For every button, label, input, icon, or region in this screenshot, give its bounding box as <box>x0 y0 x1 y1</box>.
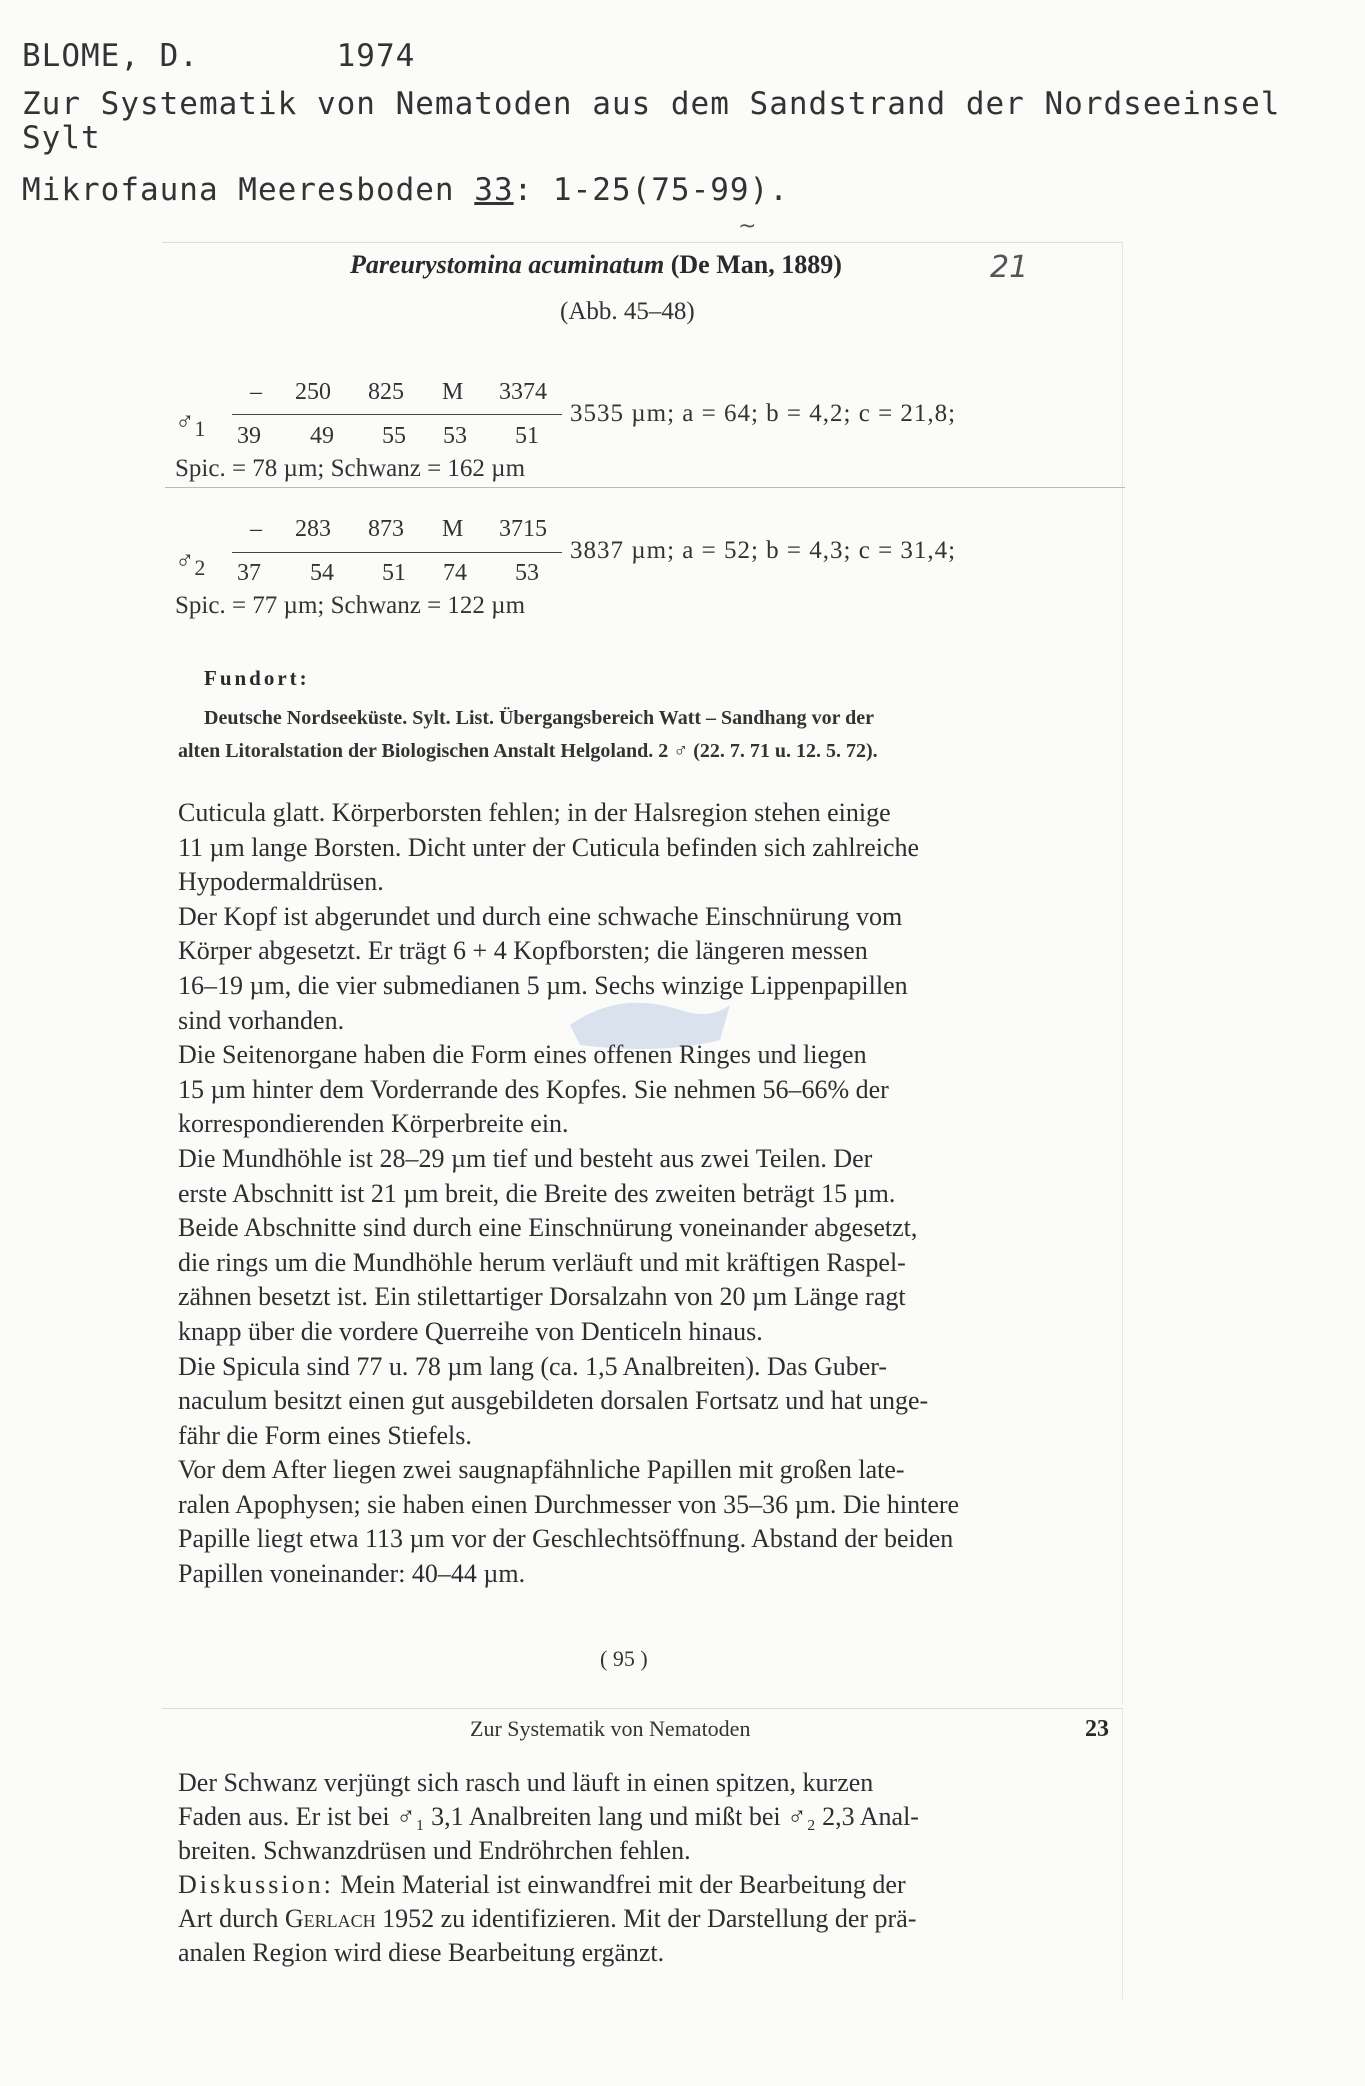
locality-label: Fundort: <box>204 666 310 690</box>
author: BLOME, D. <box>22 38 199 74</box>
citation-title-line1: Zur Systematik von Nematoden aus dem Sandstrand der Nordseeinsel <box>22 86 1281 122</box>
figure-reference: (Abb. 45–48) <box>560 298 695 325</box>
discussion-line3: analen Region wird diese Bearbeitung ergänzt. <box>178 1938 665 1967</box>
body-line: erste Abschnitt ist 21 µm breit, die Breite des zweiten beträgt 15 µm. <box>178 1178 896 1208</box>
male1-bottom-4: 51 <box>515 423 539 449</box>
male2-bottom-4: 53 <box>515 560 539 586</box>
year: 1974 <box>336 38 416 74</box>
male2-top-2: 873 <box>368 516 404 542</box>
body-line: 16–19 µm, die vier submedianen 5 µm. Sechs winzige Lippenpapillen <box>178 970 908 1000</box>
male2-fraction-bar <box>232 552 562 553</box>
species-name: Pareurystomina acuminatum <box>350 250 665 279</box>
body-line: Körper abgesetzt. Er trägt 6 + 4 Kopfborsten; die längeren messen <box>178 936 868 966</box>
male1-bottom-0: 39 <box>237 423 261 449</box>
male2-bottom-0: 37 <box>237 560 261 586</box>
male2-bottom-3: 74 <box>443 560 467 586</box>
male2-top-0: – <box>250 516 262 542</box>
body2-line: Faden aus. Er ist bei ♂₁ 3,1 Analbreiten lang und mißt bei ♂₂ 2,3 Anal- <box>178 1802 919 1831</box>
male1-spicule: Spic. = 78 µm; Schwanz = 162 µm <box>175 455 526 482</box>
divider-1 <box>165 487 1125 488</box>
body-line: Vor dem After liegen zwei saugnapfähnliche Papillen mit großen late- <box>178 1455 905 1485</box>
page-number: ( 95 ) <box>600 1646 648 1671</box>
male2-bottom-2: 51 <box>382 560 406 586</box>
body-line: 11 µm lange Borsten. Dicht unter der Cuticula befinden sich zahlreiche <box>178 832 920 862</box>
discussion-label: Diskussion: <box>178 1870 334 1899</box>
male2-bottom-1: 54 <box>310 560 334 586</box>
body-line: Beide Abschnitte sind durch eine Einschnürung voneinander abgesetzt, <box>178 1213 918 1243</box>
body-line: korrespondierenden Körperbreite ein. <box>178 1109 569 1139</box>
volume: 33 <box>474 172 514 208</box>
body-line: Die Spicula sind 77 u. 78 µm lang (ca. 1,5 Analbreiten). Das Guber- <box>178 1351 888 1381</box>
body-line: die rings um die Mundhöhle herum verläuft und mit kräftigen Raspel- <box>178 1247 906 1277</box>
male1-ratios: 3535 µm; a = 64; b = 4,2; c = 21,8; <box>570 400 957 427</box>
page-range: : 1-25(75-99). <box>513 172 789 208</box>
discussion-line2: Art durch Gerlach 1952 zu identifizieren. Mit der Darstellung der prä- <box>178 1904 917 1933</box>
male1-top-1: 250 <box>295 379 331 405</box>
body-line: knapp über die vordere Querreihe von Denticeln hinaus. <box>178 1316 763 1346</box>
continuation-body <box>178 1766 1114 1970</box>
male2-top-4: 3715 <box>499 516 547 542</box>
handwritten-tilde: ~ <box>738 214 757 239</box>
body-line: Der Kopf ist abgerundet und durch eine schwache Einschnürung vom <box>178 901 903 931</box>
citation-journal-line <box>22 172 789 208</box>
body2-line: breiten. Schwanzdrüsen und Endröhrchen fehlen. <box>178 1836 691 1865</box>
male1-top-2: 825 <box>368 379 404 405</box>
male1-top-0: – <box>250 379 262 405</box>
body-line: sind vorhanden. <box>178 1005 345 1035</box>
journal-name: Mikrofauna Meeresboden <box>22 172 455 208</box>
male1-fraction-bar <box>232 414 562 415</box>
male1-bottom-3: 53 <box>443 423 467 449</box>
body-line: Hypodermaldrüsen. <box>178 867 384 897</box>
species-heading <box>350 250 842 280</box>
cited-author: Gerlach <box>284 1904 376 1933</box>
body-line: Papille liegt etwa 113 µm vor der Geschlechtsöffnung. Abstand der beiden <box>178 1524 954 1554</box>
citation-title-line2: Sylt <box>22 120 101 156</box>
discussion-line1: Diskussion: Mein Material ist einwandfrei mit der Bearbeitung der <box>178 1870 906 1899</box>
body-line: 15 µm hinter dem Vorderrande des Kopfes. Sie nehmen 56–66% der <box>178 1074 889 1104</box>
male1-top-4: 3374 <box>499 379 547 405</box>
male2-top-1: 283 <box>295 516 331 542</box>
handwritten-number: 21 <box>990 250 1029 285</box>
male1-bottom-2: 55 <box>382 423 406 449</box>
body-line: Die Mundhöhle ist 28–29 µm tief und besteht aus zwei Teilen. Der <box>178 1143 873 1173</box>
body-line: ralen Apophysen; sie haben einen Durchmesser von 35–36 µm. Die hintere <box>178 1489 960 1519</box>
male1-symbol: $♂_1$ <box>175 407 206 442</box>
male2-symbol: $♂_2$ <box>175 546 206 581</box>
body-line: naculum besitzt einen gut ausgebildeten dorsalen Fortsatz und hat unge- <box>178 1386 929 1416</box>
locality-line2: alten Litoralstation der Biologischen Anstalt Helgoland. 2 ♂ (22. 7. 71 u. 12. 5. 72). <box>178 740 878 762</box>
body2-line: Der Schwanz verjüngt sich rasch und läuft in einen spitzen, kurzen <box>178 1768 874 1797</box>
running-page-number: 23 <box>1085 1716 1109 1742</box>
male1-top-3: M <box>442 379 464 405</box>
male1-bottom-1: 49 <box>310 423 334 449</box>
body-line: zähnen besetzt ist. Ein stilettartiger Dorsalzahn von 20 µm Länge ragt <box>178 1282 906 1312</box>
body-line: Die Seitenorgane haben die Form eines offenen Ringes und liegen <box>178 1040 867 1070</box>
species-authority: (De Man, 1889) <box>670 250 842 279</box>
description-body <box>178 796 1114 1592</box>
citation-author-line <box>22 38 415 74</box>
male2-ratios: 3837 µm; a = 52; b = 4,3; c = 31,4; <box>570 537 957 564</box>
body-line: fähr die Form eines Stiefels. <box>178 1420 472 1450</box>
male2-spicule: Spic. = 77 µm; Schwanz = 122 µm <box>175 592 526 619</box>
locality-line1: Deutsche Nordseeküste. Sylt. List. Übergangsbereich Watt – Sandhang vor der <box>204 707 875 729</box>
running-head: Zur Systematik von Nematoden <box>470 1716 751 1741</box>
body-line: Papillen voneinander: 40–44 µm. <box>178 1559 526 1589</box>
male2-top-3: M <box>442 516 464 542</box>
body-line: Cuticula glatt. Körperborsten fehlen; in der Halsregion stehen einige <box>178 798 891 827</box>
